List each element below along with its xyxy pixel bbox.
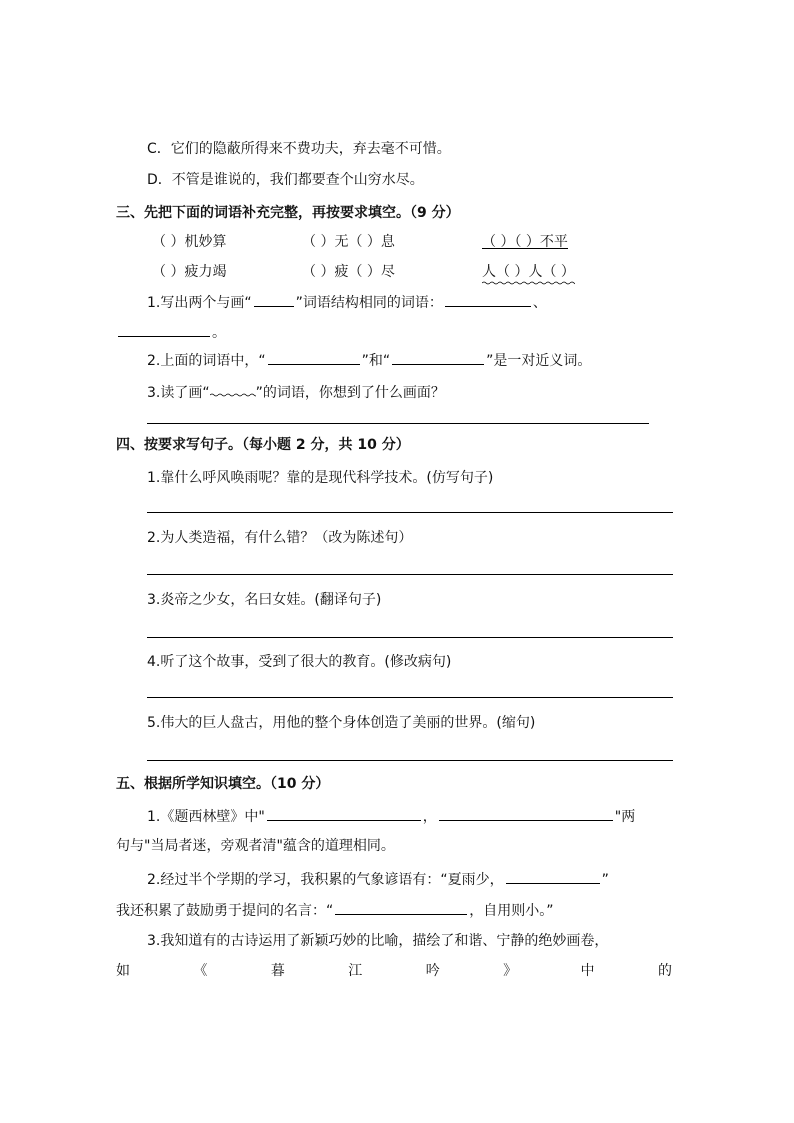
idiom-2-2: （ ）疲（ ）尽 [302,264,395,280]
s3-answer-line[interactable] [147,423,649,424]
s3-q2-prefix: 2.上面的词语中，“ [147,353,266,369]
s3-q2-blank-1[interactable] [268,350,360,365]
s5-q3-char: 》 [503,963,518,979]
s5-q1-end: "两 [614,809,636,825]
s5-question-2 [147,869,609,890]
s4-answer-line-4[interactable] [147,697,673,698]
idiom-1-2: （ ）无（ ）息 [302,234,395,250]
s5-q3-char: 吟 [425,963,440,979]
s3-q2-blank-2[interactable] [392,350,484,365]
idiom-2-3 [482,262,575,285]
s3-q1-mid: ”词语结构相同的词语： [295,295,443,311]
idiom-1-1: （ ）机妙算 [152,234,227,250]
s3-question-1 [147,292,547,313]
s5-q2-end: ” [601,872,609,888]
s5-question-1-cont: 句与"当局者迷，旁观者清"蕴含的道理相同。 [116,838,395,854]
s4-answer-line-5[interactable] [147,760,673,761]
s5-q1-blank-2[interactable] [439,806,613,821]
option-c: C．它们的隐蔽所得来不费功夫，弃去毫不可惜。 [147,141,451,157]
idiom-1-3 [482,232,568,252]
s3-q1-sep: 、 [532,295,547,311]
s3-q2-end: ”是一对近义词。 [486,353,592,369]
s3-question-2 [147,350,591,371]
section-3-title: 三、先把下面的词语补充完整，再按要求填空。（9 分） [116,205,460,221]
s5-q2-line2-end: ，自用则小。” [469,903,554,919]
s5-q3-char: 如 [116,963,130,979]
s3-question-1-cont [116,322,226,343]
s3-q1-prefix: 1.写出两个与画“ [147,295,252,311]
idiom-2-1: （ ）疲力竭 [152,264,227,280]
idiom-2-3-wavy: 人（ ）人（ ） [482,262,575,285]
section-4-title: 四、按要求写句子。（每小题 2 分，共 10 分） [116,437,410,453]
s3-question-3 [147,380,445,403]
idiom-1-3-underlined: （ ）（ ）不平 [482,234,568,250]
s5-q1-prefix: 1.《题西林壁》中" [147,809,265,825]
s5-q2-prefix: 2.经过半个学期的学习，我积累的气象谚语有：“夏雨少， [147,872,504,888]
s4-answer-line-2[interactable] [147,574,673,575]
s5-q3-char: 的 [657,963,672,979]
s5-q3-char: 中 [580,963,595,979]
wavy-underline-sample [210,380,256,397]
s5-question-3: 3.我知道有的古诗运用了新颖巧妙的比喻，描绘了和谐、宁静的绝妙画卷， [147,933,609,949]
s4-answer-line-1[interactable] [147,512,673,513]
s3-q1-blank-1[interactable] [445,292,531,307]
s4-question-4: 4.听了这个故事，受到了很大的教育。(修改病句) [147,654,452,670]
s3-q1-end: 。 [212,325,226,341]
s5-q2-blank-1[interactable] [506,869,600,884]
s5-q3-char: 暮 [270,963,285,979]
s4-question-2: 2.为人类造福，有什么错？（改为陈述句） [147,530,413,546]
s5-q3-char: 《 [193,963,208,979]
s5-q2-blank-2[interactable] [335,900,467,915]
s5-q1-blank-1[interactable] [267,806,421,821]
s5-question-1 [147,806,635,827]
s4-question-5: 5.伟大的巨人盘古，用他的整个身体创造了美丽的世界。(缩句) [147,715,536,731]
s5-q1-comma: ， [422,809,437,825]
s5-q3-char: 江 [348,963,363,979]
s4-question-1: 1.靠什么呼风唤雨呢？靠的是现代科学技术。(仿写句子) [147,470,494,486]
s5-q2-line2-prefix: 我还积累了鼓励勇于提问的名言：“ [116,903,334,919]
straight-underline-sample [254,292,294,307]
s3-q2-and: ”和“ [361,353,391,369]
section-5-title: 五、根据所学知识填空。（10 分） [116,776,330,792]
s5-question-3-cont [116,961,672,981]
s4-answer-line-3[interactable] [147,637,673,638]
s4-question-3: 3.炎帝之少女，名曰女娃。(翻译句子) [147,592,382,608]
s3-q1-blank-2[interactable] [118,322,210,337]
s3-q3-prefix: 3.读了画“ [147,385,210,401]
s3-q3-end: ”的词语，你想到了什么画面？ [255,385,445,401]
s5-question-2-cont [116,900,554,921]
option-d: D．不管是谁说的，我们都要查个山穷水尽。 [147,172,424,188]
